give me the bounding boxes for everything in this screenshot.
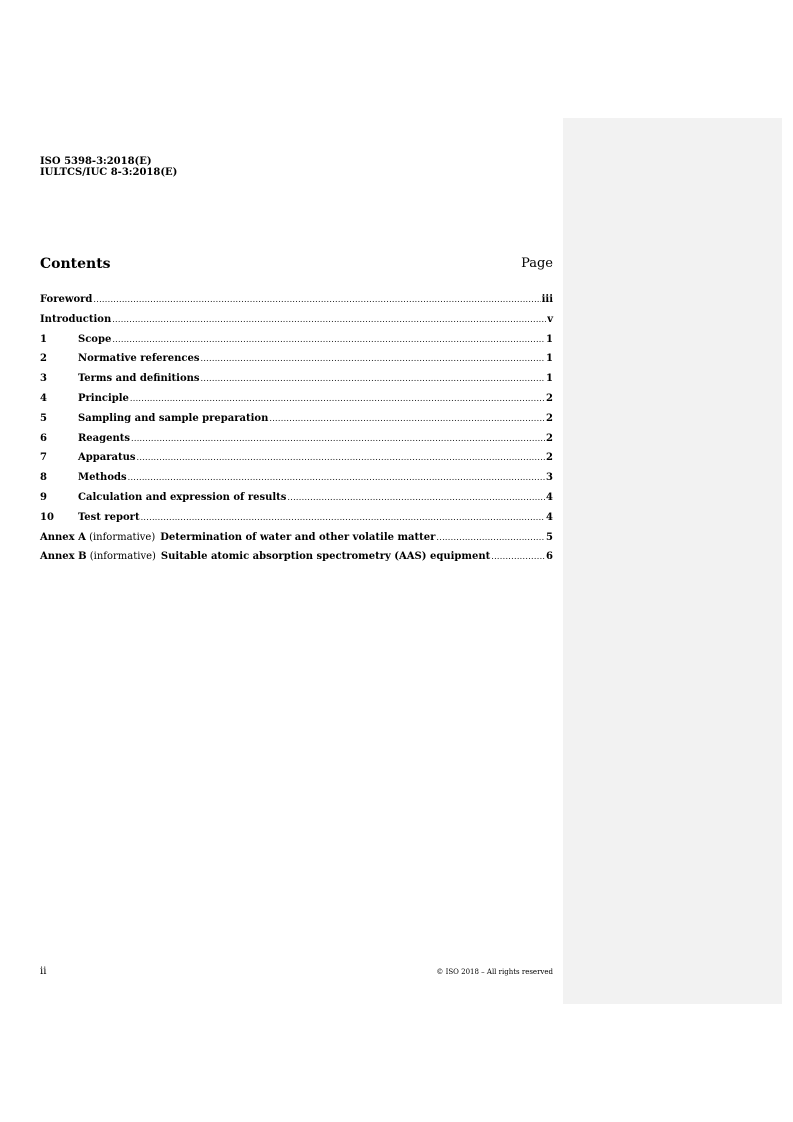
annex-label: Annex A: [40, 531, 86, 543]
annex-type: (informative): [89, 531, 156, 543]
annex-label: Annex B: [40, 551, 87, 563]
toc-entry-page: 2: [546, 432, 553, 444]
contents-title: Contents: [40, 256, 111, 272]
table-of-contents: [40, 294, 553, 571]
toc-entry-normative-references[interactable]: [40, 353, 553, 373]
toc-entry-number: 6: [40, 432, 47, 444]
toc-entry-methods[interactable]: [40, 472, 553, 492]
toc-entry-page: 4: [546, 491, 553, 503]
toc-entry-reagents[interactable]: [40, 433, 553, 453]
toc-entry-page: 6: [546, 551, 553, 563]
dot-leader: [201, 354, 546, 363]
dot-leader: [112, 315, 546, 324]
toc-entry-number: 3: [40, 373, 47, 385]
dot-leader: [112, 335, 545, 344]
toc-entry-number: 4: [40, 392, 47, 404]
dot-leader: [287, 493, 545, 502]
toc-entry-principle[interactable]: [40, 393, 553, 413]
toc-entry-scope[interactable]: [40, 334, 553, 354]
footer-copyright: © ISO 2018 – All rights reserved: [436, 968, 553, 976]
footer-page-number: ii: [40, 966, 47, 977]
dot-leader: [137, 453, 546, 462]
toc-entry-title: Methods: [78, 472, 127, 484]
annex-type: (informative): [89, 551, 156, 563]
toc-entry-title: Calculation and expression of results: [78, 491, 287, 503]
toc-entry-page: 5: [546, 531, 553, 543]
toc-entry-page: 2: [546, 412, 553, 424]
toc-entry-annex-a[interactable]: [40, 532, 553, 552]
toc-entry-page: 2: [546, 392, 553, 404]
page-column-label: Page: [521, 256, 553, 271]
toc-entry-number: 5: [40, 412, 47, 424]
toc-entry-test-report[interactable]: [40, 512, 553, 532]
toc-entry-page: 1: [546, 373, 553, 385]
toc-entry-title: Terms and definitions: [78, 373, 200, 385]
toc-entry-introduction[interactable]: [40, 314, 553, 334]
toc-entry-number: 10: [40, 511, 54, 523]
toc-entry-sampling[interactable]: [40, 413, 553, 433]
comment-pane: [563, 118, 782, 1004]
toc-entry-title: Determination of water and other volatile matter: [160, 531, 436, 543]
toc-entry-title: Foreword: [40, 294, 93, 305]
toc-entry-title: Suitable atomic absorption spectrometry (AAS) equipment: [160, 551, 491, 563]
toc-entry-title: Test report: [78, 511, 140, 523]
toc-entry-page: 3: [546, 472, 553, 484]
dot-leader: [131, 434, 545, 443]
toc-entry-page: 2: [546, 452, 553, 464]
toc-entry-title: Normative references: [78, 353, 200, 365]
document-id-iso: ISO 5398-3:2018(E): [40, 156, 152, 167]
toc-entry-number: 8: [40, 472, 47, 484]
dot-leader: [93, 295, 540, 304]
toc-entry-number: 1: [40, 333, 47, 345]
toc-entry-title: Scope: [78, 333, 112, 345]
toc-entry-page: 4: [546, 511, 553, 523]
toc-entry-number: 2: [40, 353, 47, 365]
toc-entry-title: Reagents: [78, 432, 131, 444]
toc-entry-title: Sampling and sample preparation: [78, 412, 269, 424]
dot-leader: [491, 552, 545, 561]
toc-entry-title: Introduction: [40, 313, 112, 325]
toc-entry-terms-and-definitions[interactable]: [40, 373, 553, 393]
toc-entry-number: 7: [40, 452, 47, 464]
toc-entry-apparatus[interactable]: [40, 452, 553, 472]
dot-leader: [201, 374, 546, 383]
toc-entry-title: Principle: [78, 392, 129, 404]
dot-leader: [141, 513, 545, 522]
toc-entry-annex-b[interactable]: [40, 551, 553, 571]
toc-entry-page: 1: [546, 333, 553, 345]
dot-leader: [269, 414, 545, 423]
toc-entry-number: 9: [40, 491, 47, 503]
dot-leader: [128, 473, 545, 482]
toc-entry-foreword[interactable]: [40, 294, 553, 314]
document-identifier: [40, 156, 177, 178]
toc-entry-page: 1: [546, 353, 553, 365]
toc-entry-page: iii: [541, 294, 553, 305]
dot-leader: [130, 394, 545, 403]
dot-leader: [436, 533, 545, 542]
toc-entry-calculation[interactable]: [40, 492, 553, 512]
toc-entry-page: v: [547, 313, 553, 325]
document-id-iultcs: IULTCS/IUC 8-3:2018(E): [40, 167, 178, 178]
toc-entry-title: Apparatus: [78, 452, 136, 464]
contents-header: [40, 256, 553, 276]
